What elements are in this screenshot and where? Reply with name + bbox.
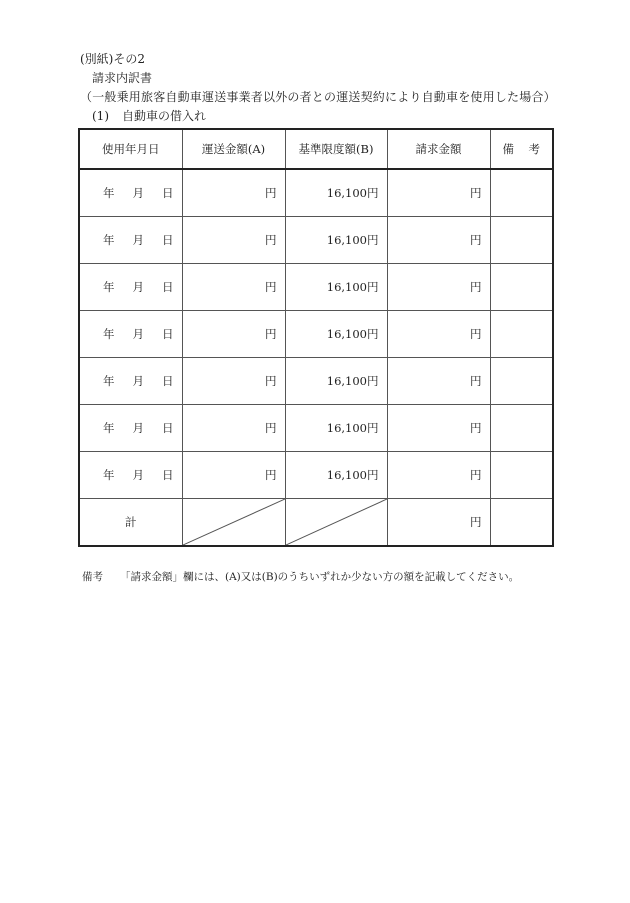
document-title: 請求内訳書 (92, 71, 153, 85)
section-heading (92, 109, 206, 123)
diagonal-strike-icon (183, 499, 285, 545)
transport-amount-cell[interactable]: 円 (182, 264, 285, 311)
header-claim-amount: 請求金額 (387, 129, 490, 169)
day-unit: 日 (162, 280, 174, 294)
document-subtitle: （一般乗用旅客自動車運送事業者以外の者との運送契約により自動車を使用した場合） (80, 90, 556, 104)
date-cell[interactable] (79, 217, 182, 264)
footnote-text: 「請求金額」欄には、(A)又は(B)のうちいずれか少ない方の額を記載してください。 (120, 571, 520, 583)
transport-amount-cell[interactable]: 円 (182, 405, 285, 452)
day-unit: 日 (162, 374, 174, 388)
transport-amount-cell[interactable]: 円 (182, 169, 285, 217)
total-row (79, 499, 553, 547)
standard-limit-cell: 16,100円 (285, 405, 387, 452)
year-unit: 年 (103, 421, 115, 435)
claim-amount-cell[interactable]: 円 (387, 358, 490, 405)
total-transport-amount-cell (182, 499, 285, 547)
section-number: (1) (92, 109, 109, 123)
month-unit: 月 (132, 468, 144, 482)
month-unit: 月 (132, 421, 144, 435)
table-header-row (79, 129, 553, 169)
claim-amount-cell[interactable]: 円 (387, 311, 490, 358)
remarks-cell[interactable] (490, 452, 553, 499)
month-unit: 月 (132, 374, 144, 388)
year-unit: 年 (103, 186, 115, 200)
year-unit: 年 (103, 280, 115, 294)
header-date: 使用年月日 (79, 129, 182, 169)
date-cell[interactable] (79, 358, 182, 405)
remarks-cell[interactable] (490, 311, 553, 358)
remarks-cell[interactable] (490, 264, 553, 311)
total-standard-limit-cell (285, 499, 387, 547)
annex-label: (別紙)その2 (80, 52, 145, 66)
remarks-cell[interactable] (490, 169, 553, 217)
standard-limit-cell: 16,100円 (285, 169, 387, 217)
month-unit: 月 (132, 186, 144, 200)
day-unit: 日 (162, 327, 174, 341)
claim-amount-cell[interactable]: 円 (387, 405, 490, 452)
diagonal-strike-icon (286, 499, 387, 545)
standard-limit-cell: 16,100円 (285, 311, 387, 358)
table-row (79, 311, 553, 358)
total-label: 計 (79, 499, 182, 547)
date-cell[interactable] (79, 405, 182, 452)
table-row (79, 217, 553, 264)
day-unit: 日 (162, 468, 174, 482)
remarks-cell[interactable] (490, 358, 553, 405)
table-row (79, 452, 553, 499)
day-unit: 日 (162, 421, 174, 435)
header-standard-limit: 基準限度額(B) (285, 129, 387, 169)
day-unit: 日 (162, 233, 174, 247)
claim-amount-cell[interactable]: 円 (387, 217, 490, 264)
table-row (79, 169, 553, 217)
month-unit: 月 (132, 233, 144, 247)
standard-limit-cell: 16,100円 (285, 217, 387, 264)
footnote-label: 備考 (82, 571, 103, 583)
year-unit: 年 (103, 233, 115, 247)
claim-breakdown-table (78, 128, 554, 547)
remarks-cell[interactable] (490, 405, 553, 452)
date-cell[interactable] (79, 452, 182, 499)
year-unit: 年 (103, 468, 115, 482)
total-claim-amount[interactable]: 円 (387, 499, 490, 547)
claim-amount-cell[interactable]: 円 (387, 264, 490, 311)
footnote (82, 569, 519, 584)
header-remarks-left: 備 (502, 142, 514, 156)
standard-limit-cell: 16,100円 (285, 452, 387, 499)
standard-limit-cell: 16,100円 (285, 264, 387, 311)
year-unit: 年 (103, 374, 115, 388)
transport-amount-cell[interactable]: 円 (182, 452, 285, 499)
transport-amount-cell[interactable]: 円 (182, 358, 285, 405)
date-cell[interactable] (79, 169, 182, 217)
section-label: 自動車の借入れ (122, 109, 207, 123)
table-row (79, 405, 553, 452)
total-remarks[interactable] (490, 499, 553, 547)
table-row (79, 358, 553, 405)
table-row (79, 264, 553, 311)
month-unit: 月 (132, 327, 144, 341)
header-transport-amount: 運送金額(A) (182, 129, 285, 169)
day-unit: 日 (162, 186, 174, 200)
date-cell[interactable] (79, 264, 182, 311)
date-cell[interactable] (79, 311, 182, 358)
header-remarks-right: 考 (528, 142, 540, 156)
remarks-cell[interactable] (490, 217, 553, 264)
claim-amount-cell[interactable]: 円 (387, 169, 490, 217)
header-remarks (490, 129, 553, 169)
transport-amount-cell[interactable]: 円 (182, 311, 285, 358)
standard-limit-cell: 16,100円 (285, 358, 387, 405)
transport-amount-cell[interactable]: 円 (182, 217, 285, 264)
claim-amount-cell[interactable]: 円 (387, 452, 490, 499)
month-unit: 月 (132, 280, 144, 294)
year-unit: 年 (103, 327, 115, 341)
